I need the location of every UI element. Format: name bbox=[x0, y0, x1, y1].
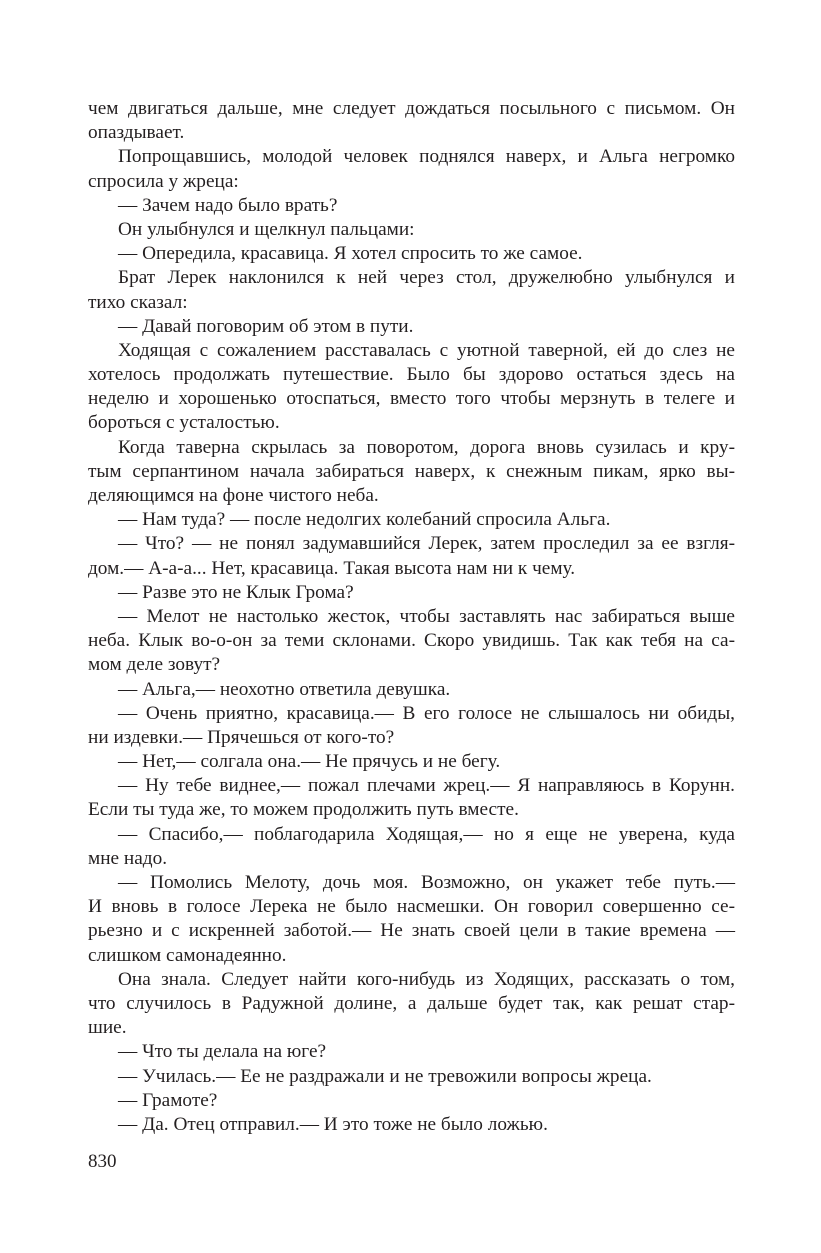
text-line: ни издевки.— Прячешься от кого-то? bbox=[88, 726, 395, 748]
text-line: рьезно и с искренней заботой.— Не знать своей цели в такие времена — bbox=[88, 920, 735, 942]
text-line: Если ты туда же, то можем продолжить путь вместе. bbox=[88, 799, 519, 821]
text-line: чем двигаться дальше, мне следует дождаться посыльного с письмом. Он bbox=[88, 98, 735, 119]
text-line: бороться с усталостью. bbox=[88, 412, 280, 434]
text-line: — Мелот не настолько жесток, чтобы заставлять нас забираться выше bbox=[118, 605, 735, 627]
text-line: — Давай поговорим об этом в пути. bbox=[118, 315, 414, 337]
text-line: мом деле зовут? bbox=[88, 654, 221, 676]
text-line: — Зачем надо было врать? bbox=[118, 194, 338, 216]
text-line: что случилось в Радужной долине, а дальше будет так, как решат стар- bbox=[88, 992, 735, 1014]
text-line: — Что? — не понял задумавшийся Лерек, затем проследил за ее взгля- bbox=[118, 533, 735, 555]
text-line: Когда таверна скрылась за поворотом, дорога вновь сузилась и кру- bbox=[118, 436, 735, 458]
text-line: Он улыбнулся и щелкнул пальцами: bbox=[118, 218, 415, 240]
text-line: Ходящая с сожалением расставалась с уютной таверной, ей до слез не bbox=[118, 339, 735, 361]
page-number: 830 bbox=[88, 1151, 117, 1172]
text-line: Она знала. Следует найти кого-нибудь из Ходящих, рассказать о том, bbox=[118, 968, 735, 990]
body-text bbox=[88, 97, 735, 1137]
text-line: неделю и хорошенько отоспаться, вместо того чтобы мерзнуть в телеге и bbox=[88, 388, 735, 410]
text-line: — Нам туда? — после недолгих колебаний спросила Альга. bbox=[118, 509, 611, 531]
text-line: слишком самонадеянно. bbox=[88, 944, 287, 966]
text-line: спросила у жреца: bbox=[88, 170, 239, 192]
text-line: И вновь в голосе Лерека не было насмешки. Он говорил совершенно се- bbox=[88, 896, 735, 918]
text-line: опаздывает. bbox=[88, 122, 185, 144]
text-line: хотелось продолжать путешествие. Было бы здорово остаться здесь на bbox=[88, 364, 735, 386]
text-line: — Помолись Мелоту, дочь моя. Возможно, он укажет тебе путь.— bbox=[118, 872, 735, 893]
text-line: — Грамоте? bbox=[118, 1089, 218, 1111]
text-line: — Училась.— Ее не раздражали и не тревожили вопросы жреца. bbox=[118, 1065, 652, 1087]
text-line: неба. Клык во-о-он за теми склонами. Скоро увидишь. Так как тебя на са- bbox=[88, 630, 735, 652]
text-line: Брат Лерек наклонился к ней через стол, дружелюбно улыбнулся и bbox=[118, 267, 735, 289]
text-line: — Что ты делала на юге? bbox=[118, 1041, 327, 1063]
text-line: — Да. Отец отправил.— И это тоже не было ложью. bbox=[118, 1113, 548, 1135]
text-line: Попрощавшись, молодой человек поднялся наверх, и Альга негромко bbox=[118, 146, 735, 168]
text-line: тым серпантином начала забираться наверх, к снежным пикам, ярко вы- bbox=[88, 460, 735, 482]
text-line: — Альга,— неохотно ответила девушка. bbox=[118, 678, 451, 700]
text-line: шие. bbox=[88, 1017, 127, 1039]
text-line: — Ну тебе виднее,— пожал плечами жрец.— Я направляюсь в Корунн. bbox=[118, 775, 735, 797]
text-line: — Очень приятно, красавица.— В его голосе не слышалось ни обиды, bbox=[118, 702, 735, 724]
text-line: тихо сказал: bbox=[88, 291, 188, 313]
text-line: дом.— А-а-а... Нет, красавица. Такая высота нам ни к чему. bbox=[88, 557, 576, 579]
text-line: — Нет,— солгала она.— Не прячусь и не бегу. bbox=[118, 751, 501, 773]
text-line: мне надо. bbox=[88, 847, 168, 869]
text-line: деляющимся на фоне чистого неба. bbox=[88, 485, 379, 506]
text-line: — Спасибо,— поблагодарила Ходящая,— но я еще не уверена, куда bbox=[118, 823, 735, 845]
text-line: — Опередила, красавица. Я хотел спросить то же самое. bbox=[118, 243, 583, 265]
text-line: — Разве это не Клык Грома? bbox=[118, 581, 354, 603]
